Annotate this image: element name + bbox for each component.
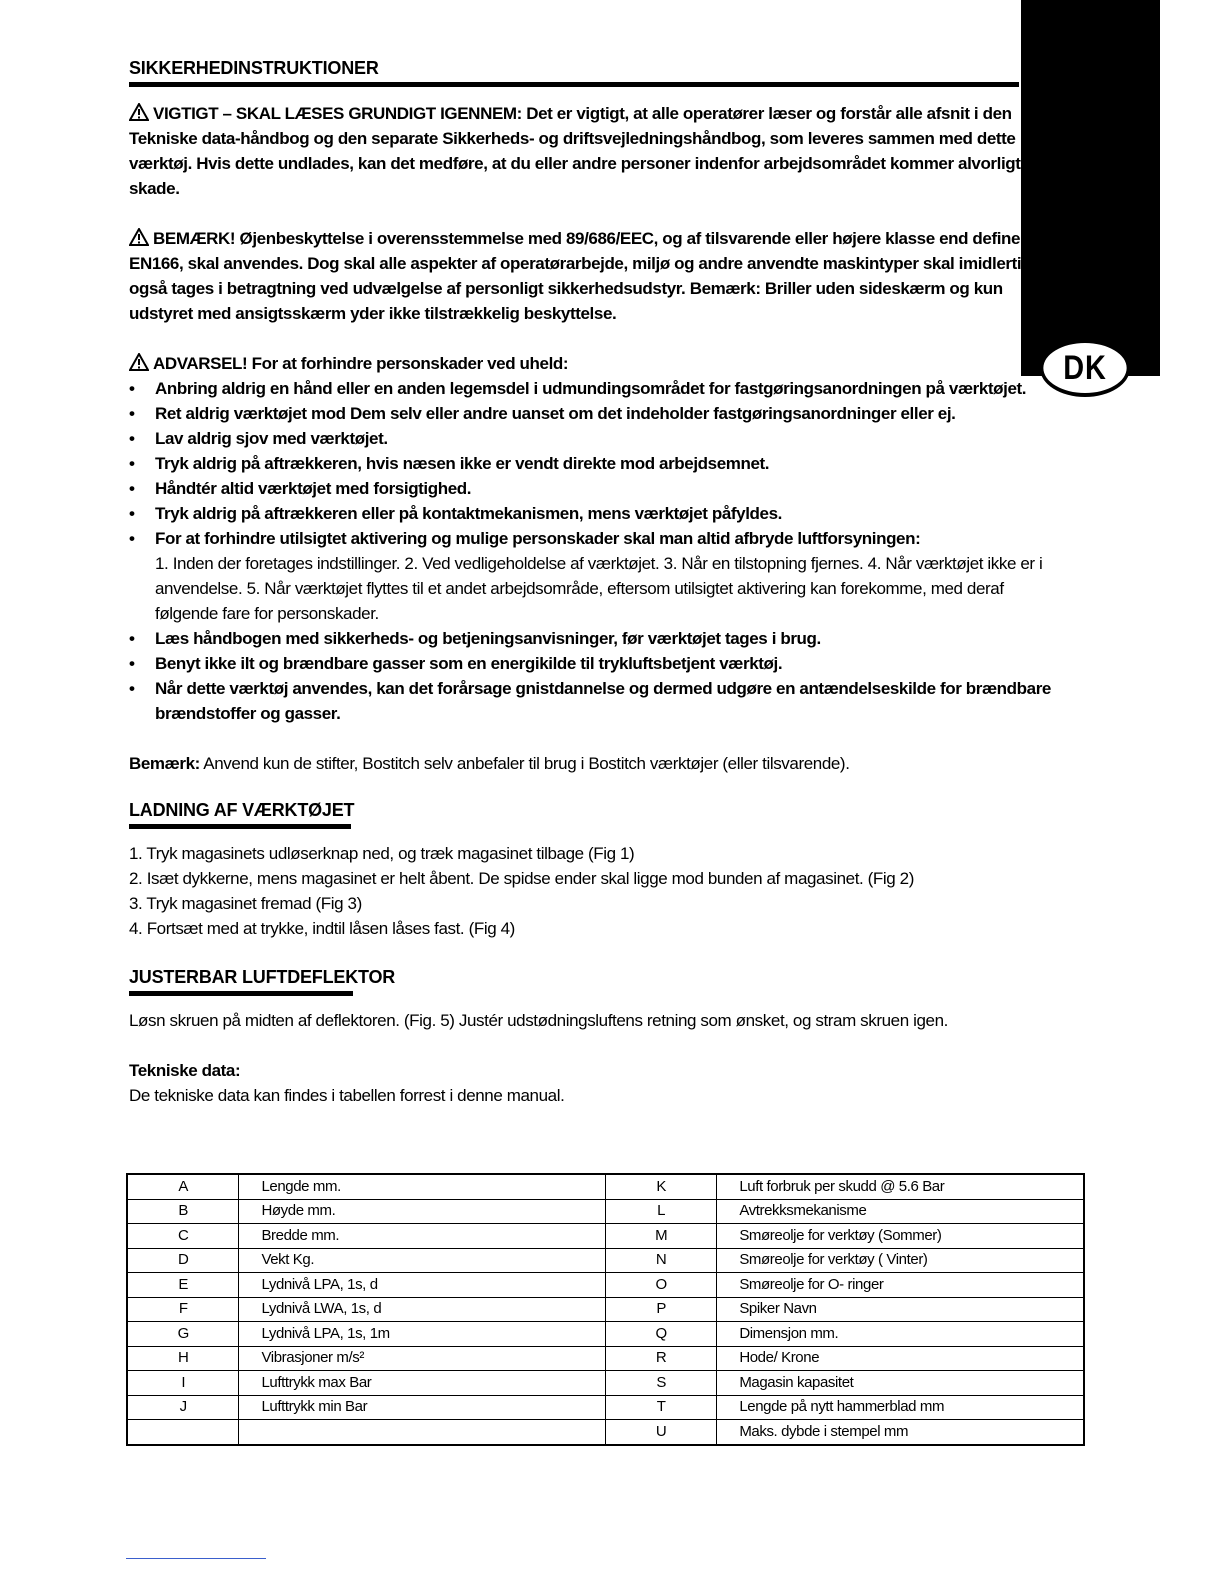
table-code-cell (127, 1420, 239, 1445)
table-desc-cell: Lufttrykk min Bar (239, 1395, 606, 1420)
air-supply-lead: For at forhindre utilsigtet aktivering og mulige personskader skal man altid afbryde luftforsyningen: (155, 529, 921, 548)
table-row (127, 1273, 1084, 1298)
remark-lead: Bemærk: (129, 754, 200, 773)
table-desc-cell: Hode/ Krone (717, 1346, 1084, 1371)
table-code-cell: U (605, 1420, 716, 1445)
safety-heading-rule (129, 82, 1019, 87)
list-item: • Lav aldrig sjov med værktøjet. (129, 426, 1059, 451)
table-code-cell: Q (605, 1322, 716, 1347)
table-code-cell: M (605, 1224, 716, 1249)
list-item: • Tryk aldrig på aftrækkeren, hvis næsen ikke er vendt direkte mod arbejdsemnet. (129, 451, 1059, 476)
safety-bullet-list (129, 376, 1059, 726)
deflector-heading: JUSTERBAR LUFTDEFLEKTOR (129, 967, 396, 987)
warning-triangle-icon (129, 103, 149, 121)
table-row (127, 1174, 1084, 1199)
table-code-cell: R (605, 1346, 716, 1371)
document-body (129, 58, 1059, 1108)
table-code-cell: A (127, 1174, 239, 1199)
table-code-cell: D (127, 1248, 239, 1273)
table-row (127, 1346, 1084, 1371)
list-item: • Ret aldrig værktøjet mod Dem selv eller andre uanset om det indeholder fastgøringsanordninger eller ej. (129, 401, 1059, 426)
table-desc-cell: Vibrasjoner m/s² (239, 1346, 606, 1371)
table-desc-cell: Lengde på nytt hammerblad mm (717, 1395, 1084, 1420)
table-row (127, 1297, 1084, 1322)
loading-steps (129, 841, 1059, 941)
table-desc-cell: Lengde mm. (239, 1174, 606, 1199)
warning-lead: ADVARSEL! (153, 354, 248, 373)
table-desc-cell: Magasin kapasitet (717, 1371, 1084, 1396)
table-desc-cell: Avtrekksmekanisme (717, 1199, 1084, 1224)
list-item: • Når dette værktøj anvendes, kan det forårsage gnistdannelse og dermed udgøre en antændelseskilde for brændbare brændstoffer og gasser. (129, 676, 1059, 726)
important-text: Det er vigtigt, at alle operatører læser og forstår alle afsnit i den Tekniske data-håndbog og den separate Sikkerheds- og driftsvejledningshåndbog, som leveres sammen med dette værktøj. Hvis dette undlades, kan det medføre, at du eller andre personer indenfor arbejdsområdet kommer alvorligt til skade. (129, 104, 1039, 198)
table-code-cell: O (605, 1273, 716, 1298)
tech-text: De tekniske data kan findes i tabellen forrest i denne manual. (129, 1086, 565, 1105)
list-item: • Benyt ikke ilt og brændbare gasser som en energikilde til trykluftsbetjent værktøj. (129, 651, 1059, 676)
eye-protection-notice (129, 226, 1059, 326)
table-row (127, 1371, 1084, 1396)
warning-triangle-icon (129, 228, 149, 246)
important-lead: VIGTIGT – SKAL LÆSES GRUNDIGT IGENNEM: (153, 104, 522, 123)
footer-rule (126, 1558, 266, 1559)
table-desc-cell: Maks. dybde i stempel mm (717, 1420, 1084, 1445)
loading-heading: LADNING AF VÆRKTØJET (129, 800, 355, 820)
table-desc-cell: Smøreolje for O- ringer (717, 1273, 1084, 1298)
table-code-cell: I (127, 1371, 239, 1396)
table-code-cell: L (605, 1199, 716, 1224)
table-desc-cell: Vekt Kg. (239, 1248, 606, 1273)
table-desc-cell: Spiker Navn (717, 1297, 1084, 1322)
table-code-cell: B (127, 1199, 239, 1224)
table-desc-cell: Smøreolje for verktøy ( Vinter) (717, 1248, 1084, 1273)
table-desc-cell: Luft forbruk per skudd @ 5.6 Bar (717, 1174, 1084, 1199)
table-desc-cell (239, 1420, 606, 1445)
fastener-remark (129, 751, 1059, 776)
table-desc-cell: Høyde mm. (239, 1199, 606, 1224)
warning-text: For at forhindre personskader ved uheld: (247, 354, 569, 373)
air-supply-detail: 1. Inden der foretages indstillinger. 2. Ved vedligeholdelse af værktøjet. 3. Når en tilstopning fjernes. 4. Når værktøjet ikke er i anvendelse. 5. Når værktøjet flyttes til et andet arbejdsområde, eftersom utilsigtet aktivering kan forekomme, med deraf følgende fare for personskader. (155, 554, 1043, 623)
language-badge: DK (1040, 339, 1130, 397)
table-desc-cell: Lydnivå LPA, 1s, 1m (239, 1322, 606, 1347)
important-notice (129, 101, 1059, 201)
table-code-cell: H (127, 1346, 239, 1371)
list-item: 2. Isæt dykkerne, mens magasinet er helt åbent. De spidse ender skal ligge mod bunden af magasinet. (Fig 2) (129, 869, 914, 888)
warning-notice (129, 351, 1059, 376)
table-desc-cell: Lydnivå LWA, 1s, d (239, 1297, 606, 1322)
table-code-cell: P (605, 1297, 716, 1322)
list-item: 1. Tryk magasinets udløserknap ned, og træk magasinet tilbage (Fig 1) (129, 844, 635, 863)
note-lead: BEMÆRK! (153, 229, 236, 248)
table-code-cell: C (127, 1224, 239, 1249)
table-row (127, 1199, 1084, 1224)
loading-heading-rule (129, 824, 351, 829)
table-desc-cell: Smøreolje for verktøy (Sommer) (717, 1224, 1084, 1249)
list-item: • Anbring aldrig en hånd eller en anden legemsdel i udmundingsområdet for fastgøringsanordningen på værktøjet. (129, 376, 1059, 401)
table-code-cell: S (605, 1371, 716, 1396)
table-code-cell: N (605, 1248, 716, 1273)
deflector-text: Løsn skruen på midten af deflektoren. (Fig. 5) Justér udstødningsluftens retning som ønsket, og stram skruen igen. (129, 1011, 948, 1030)
table-row (127, 1395, 1084, 1420)
note-text: Øjenbeskyttelse i overensstemmelse med 89/686/EEC, og af tilsvarende eller højere klasse end defineret i EN166, skal anvendes. Dog skal alle aspekter af operatørarbejde, miljø og andre anvendte maskintyper skal imidlertid også tages i betragtning ved udvælgelse af personligt sikkerhedsudstyr. Bemærk: Briller uden sideskærm og kun udstyret med ansigtsskærm yder ikke tilstrækkelig beskyttelse. (129, 229, 1050, 323)
table-row (127, 1420, 1084, 1445)
table-row (127, 1248, 1084, 1273)
table-desc-cell: Bredde mm. (239, 1224, 606, 1249)
tech-heading: Tekniske data: (129, 1061, 241, 1080)
remark-text: Anvend kun de stifter, Bostitch selv anbefaler til brug i Bostitch værktøjer (eller tilsvarende). (199, 754, 850, 773)
list-item: • Læs håndbogen med sikkerheds- og betjeningsanvisninger, før værktøjet tages i brug. (129, 626, 1059, 651)
list-item: • Tryk aldrig på aftrækkeren eller på kontaktmekanismen, mens værktøjet påfyldes. (129, 501, 1059, 526)
table-code-cell: J (127, 1395, 239, 1420)
list-item: • Håndtér altid værktøjet med forsigtighed. (129, 476, 1059, 501)
table-desc-cell: Lufttrykk max Bar (239, 1371, 606, 1396)
deflector-heading-rule (129, 991, 353, 996)
table-code-cell: F (127, 1297, 239, 1322)
table-desc-cell: Dimensjon mm. (717, 1322, 1084, 1347)
list-item-air-supply (129, 526, 1059, 626)
table-row (127, 1322, 1084, 1347)
table-code-cell: K (605, 1174, 716, 1199)
warning-triangle-icon (129, 353, 149, 371)
table-code-cell: E (127, 1273, 239, 1298)
table-desc-cell: Lydnivå LPA, 1s, d (239, 1273, 606, 1298)
table-row (127, 1224, 1084, 1249)
list-item: 4. Fortsæt med at trykke, indtil låsen låses fast. (Fig 4) (129, 919, 515, 938)
safety-heading: SIKKERHEDINSTRUKTIONER (129, 58, 379, 78)
table-code-cell: G (127, 1322, 239, 1347)
list-item: 3. Tryk magasinet fremad (Fig 3) (129, 894, 362, 913)
table-code-cell: T (605, 1395, 716, 1420)
tech-data-table (126, 1173, 1085, 1446)
